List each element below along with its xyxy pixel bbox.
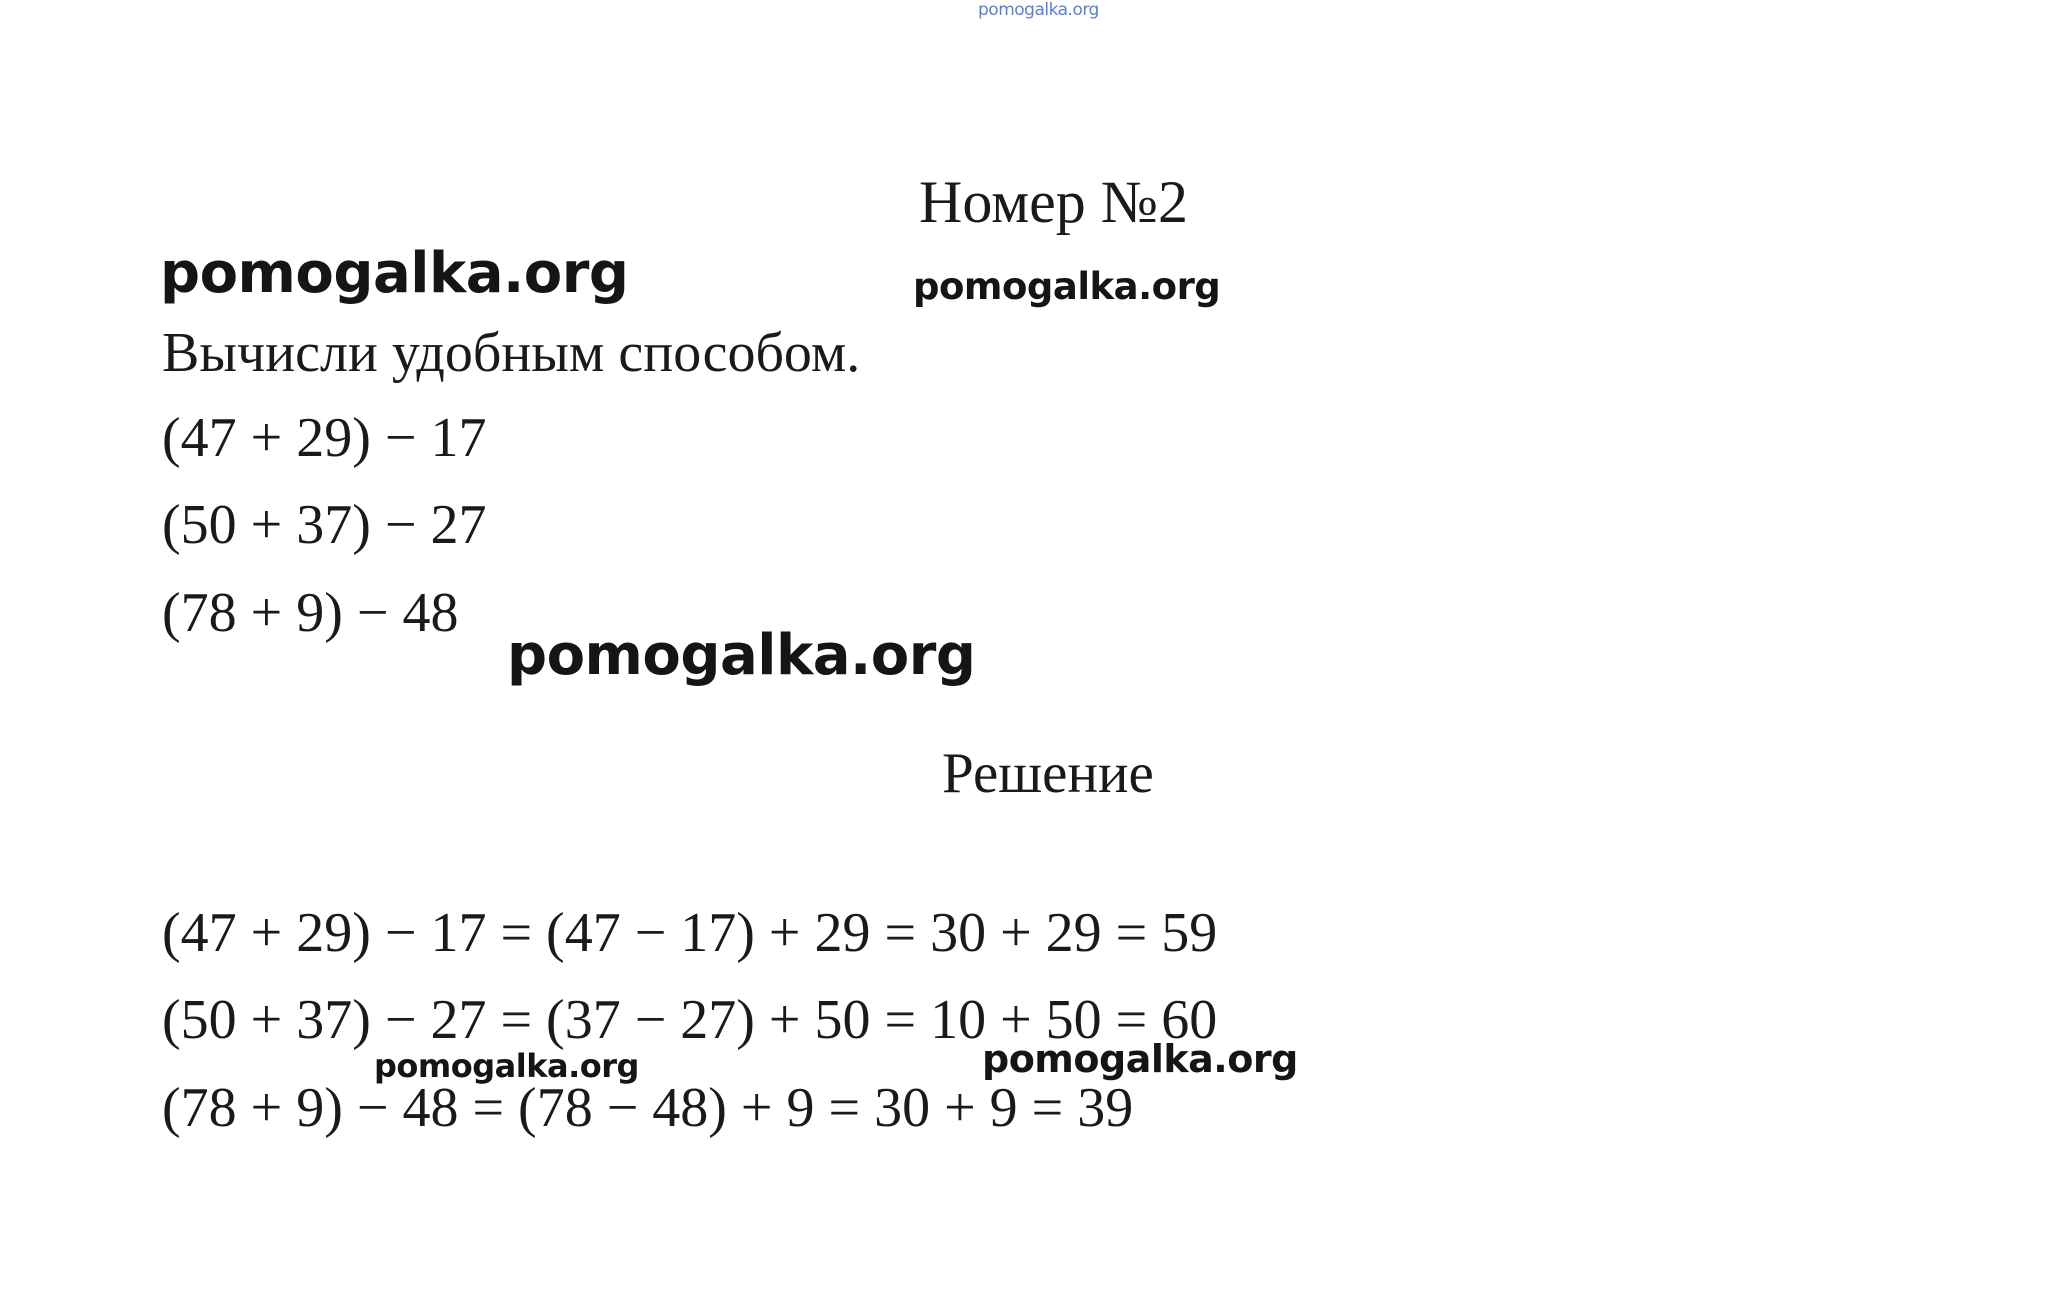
watermark: pomogalka.org <box>982 1037 1298 1081</box>
solution-line: (78 + 9) − 48 = (78 − 48) + 9 = 30 + 9 = 39 <box>162 1077 1134 1139</box>
watermark: pomogalka.org <box>913 265 1221 308</box>
header-watermark: pomogalka.org <box>978 0 1099 20</box>
solution-heading: Решение <box>942 742 1154 805</box>
expression: (50 + 37) − 27 <box>162 494 487 556</box>
watermark: pomogalka.org <box>507 623 976 688</box>
task-text: Вычисли удобным способом. <box>162 322 861 384</box>
solution-line: (50 + 37) − 27 = (37 − 27) + 50 = 10 + 50 = 60 <box>162 989 1218 1051</box>
watermark: pomogalka.org <box>374 1047 639 1085</box>
problem-title: Номер №2 <box>919 169 1189 235</box>
watermark: pomogalka.org <box>160 241 629 306</box>
expression: (78 + 9) − 48 <box>162 582 459 644</box>
solution-line: (47 + 29) − 17 = (47 − 17) + 29 = 30 + 29 = 59 <box>162 902 1218 964</box>
expression: (47 + 29) − 17 <box>162 407 487 469</box>
